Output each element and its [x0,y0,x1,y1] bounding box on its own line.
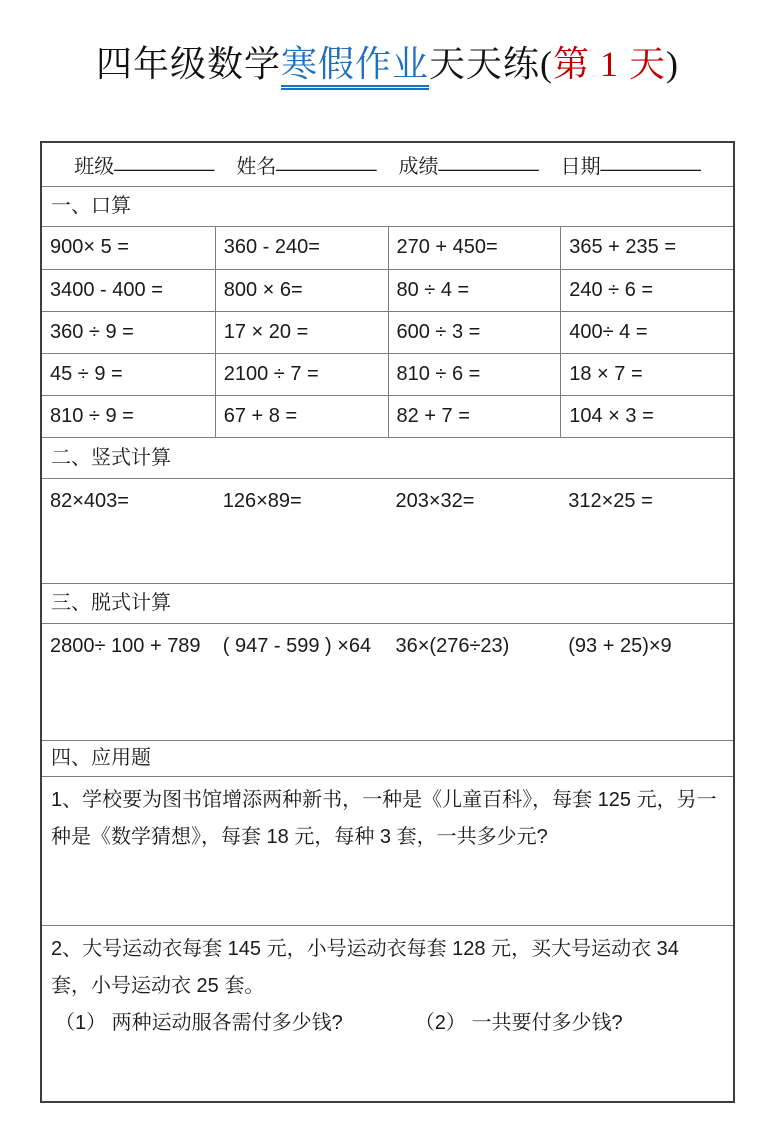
oral-problem: 45 ÷ 9 = [42,353,215,395]
name-label: 姓名 [236,156,277,178]
title-suffix: ) [666,44,680,84]
oral-problem: 270 + 450= [388,227,561,269]
title-prefix: 四年级数学 [95,44,281,84]
oral-problem: 400÷ 4 = [560,311,733,353]
oral-problem: 360 ÷ 9 = [42,311,215,353]
oral-problem: 2100 ÷ 7 = [215,353,388,395]
oral-problem: 800 × 6= [215,269,388,311]
worksheet-table [40,141,735,1103]
word-problem-1: 1、学校要为图书馆增添两种新书，一种是《儿童百科》，每套 125 元，另一种是《数学猜想》，每套 18 元，每种 3 套，一共多少元? [42,776,733,925]
class-field [74,150,214,179]
page-title [0,36,775,87]
oral-problem: 3400 - 400 = [42,269,215,311]
oral-problem: 104 × 3 = [560,395,733,437]
stepwise-problems-row [42,623,733,740]
vertical-problem: 82×403= [50,490,129,512]
section-header-word-problems: 四、应用题 [42,740,733,776]
oral-problem: 82 + 7 = [388,395,561,437]
score-field [399,150,539,179]
subquestion-1: （1） 两种运动服各需付多少钱? [55,1012,343,1034]
oral-problem: 810 ÷ 9 = [42,395,215,437]
word-problem-2-subquestions [51,1005,723,1042]
score-label: 成绩 [398,156,439,178]
vertical-problem: 203×32= [395,490,475,512]
word-problem-2 [42,925,733,1101]
stepwise-problem: (93 + 25)×9 [568,635,672,657]
oral-problem: 17 × 20 = [215,311,388,353]
oral-problem: 365 + 235 = [560,227,733,269]
vertical-problem: 126×89= [222,490,302,512]
name-field [236,150,376,179]
oral-problem: 900× 5 = [50,236,129,258]
oral-problem: 360 - 240= [215,227,388,269]
title-middle: 天天练( [429,44,553,84]
section-header-oral: 一、口算 [42,186,733,226]
word-problem-2-text: 2、大号运动衣每套 145 元，小号运动衣每套 128 元，买大号运动衣 34 套，小号运动衣 25 套。 [51,938,679,997]
title-day-number: 第 1 天 [553,44,667,84]
section-header-stepwise: 三、脱式计算 [42,583,733,623]
title-highlight: 寒假作业 [281,44,429,90]
subquestion-2: （2） 一共要付多少钱? [414,1012,623,1034]
score-blank: _________ [438,150,539,172]
section-header-vertical: 二、竖式计算 [42,437,733,478]
name-blank: _________ [276,150,377,172]
oral-problem: 600 ÷ 3 = [388,311,561,353]
stepwise-problem: 36×(276÷23) [395,635,510,657]
oral-calc-grid [42,226,733,437]
date-blank: _________ [600,150,701,172]
vertical-problems-row [42,478,733,583]
oral-problem: 67 + 8 = [215,395,388,437]
date-label: 日期 [560,156,601,178]
class-label: 班级 [74,156,115,178]
class-blank: _________ [114,150,215,172]
stepwise-problem: 2800÷ 100 + 789 [50,635,201,657]
oral-problem: 240 ÷ 6 = [560,269,733,311]
stepwise-problem: ( 947 - 599 ) ×64 [222,635,372,657]
info-row [42,143,733,186]
date-field [561,150,701,179]
oral-problem: 810 ÷ 6 = [388,353,561,395]
oral-problem: 18 × 7 = [560,353,733,395]
oral-problem: 80 ÷ 4 = [388,269,561,311]
vertical-problem: 312×25 = [568,490,653,512]
